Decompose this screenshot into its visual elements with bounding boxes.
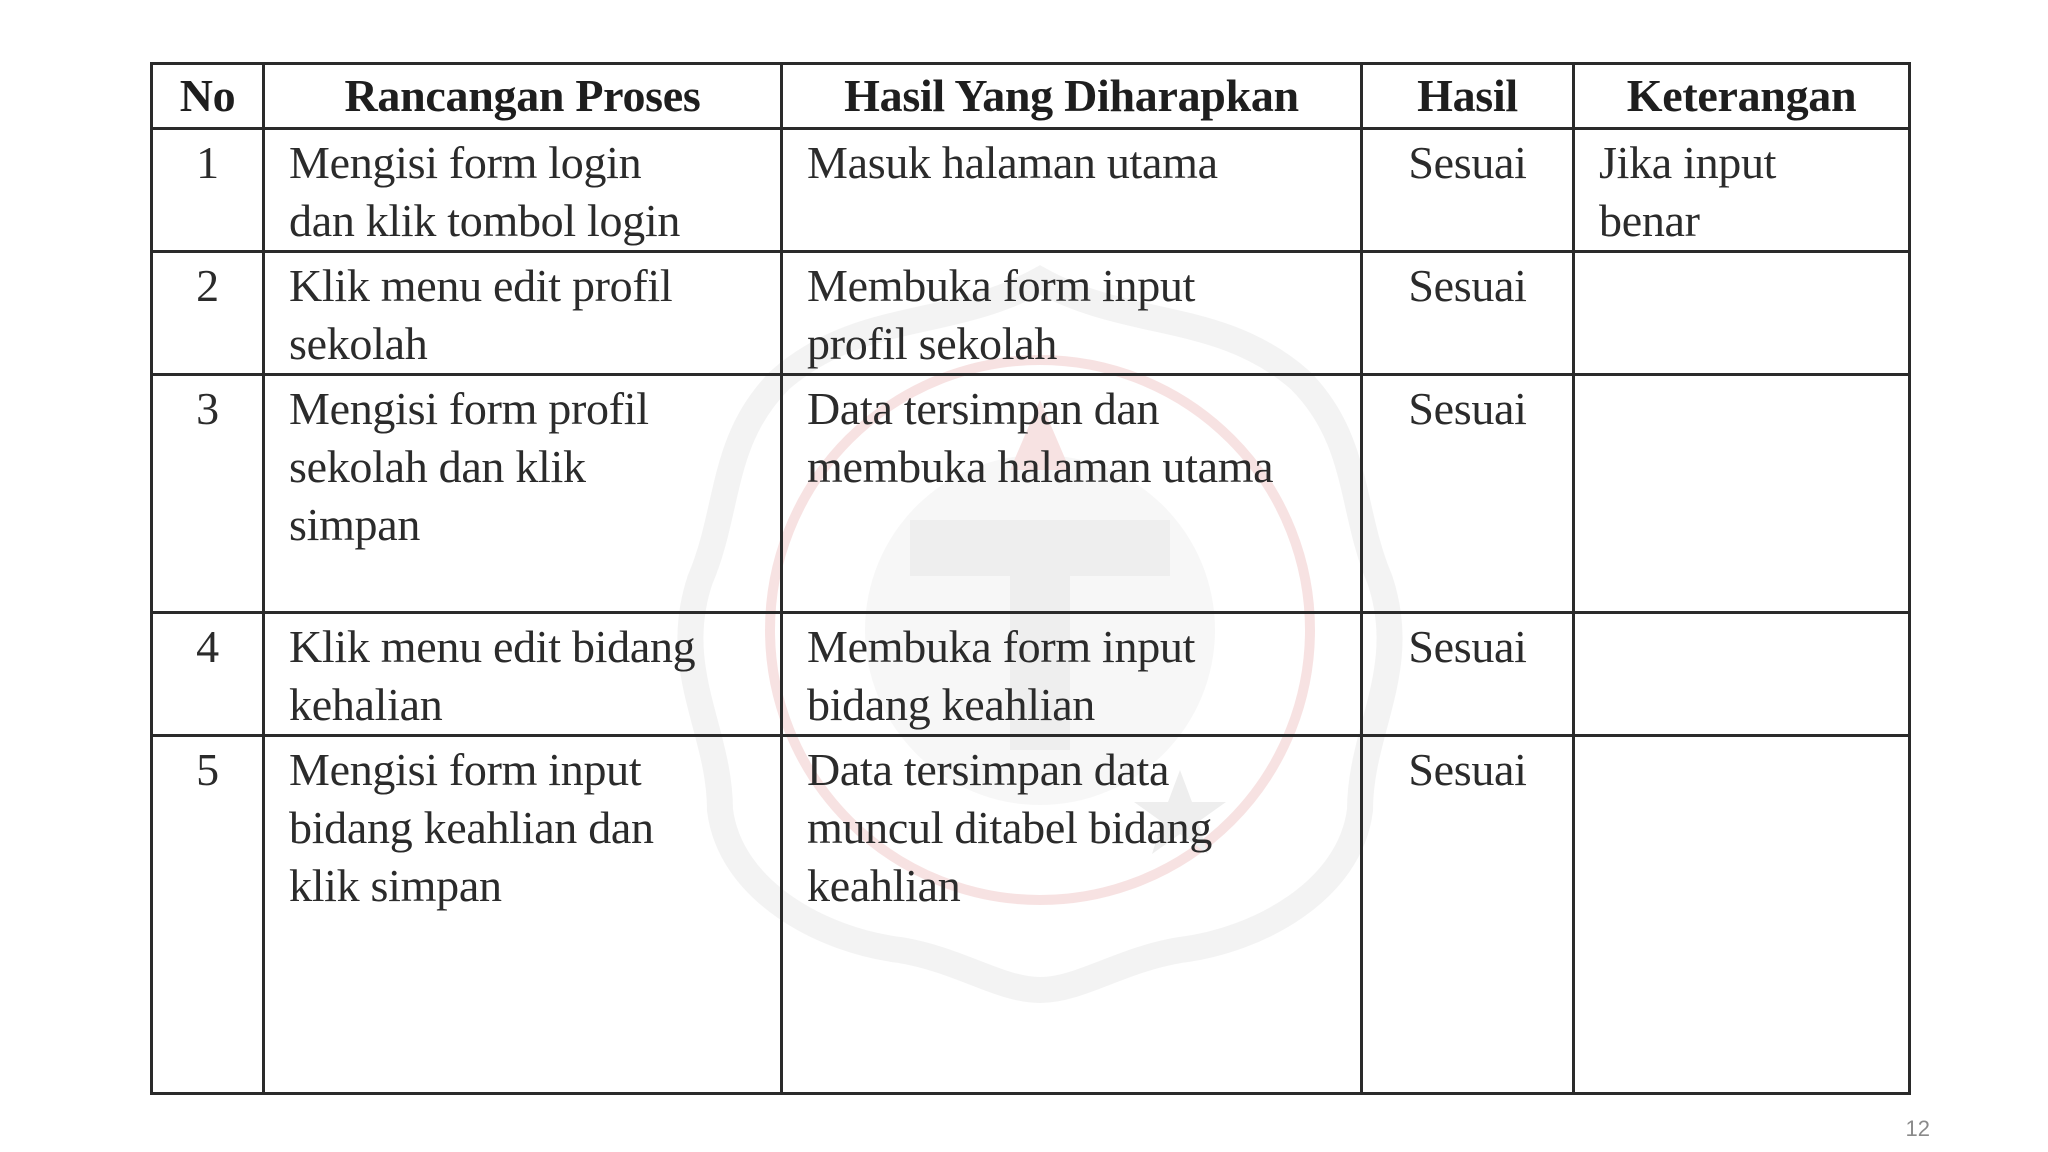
cell-proses [264,375,782,613]
cell-keterangan [1574,613,1910,736]
cell-diharapkan [782,129,1362,252]
cell-hasil [1362,736,1574,1094]
cell-text: Sesuai [1408,383,1527,434]
cell-diharapkan [782,613,1362,736]
cell-hasil [1362,252,1574,375]
cell-text: Klik menu edit bidang kehalian [289,621,696,730]
cell-text: Membuka form input profil sekolah [807,260,1196,369]
table-row [152,129,1910,252]
cell-proses [264,252,782,375]
cell-diharapkan [782,375,1362,613]
cell-keterangan [1574,736,1910,1094]
test-table-container [150,62,1908,1088]
test-results-table [150,62,1911,1095]
cell-no [152,613,264,736]
header-hasil: Hasil [1362,64,1574,129]
cell-text: Klik menu edit profil sekolah [289,260,673,369]
cell-text: 5 [196,744,219,795]
cell-text: Sesuai [1408,137,1527,188]
cell-text: Mengisi form profil sekolah dan klik simpan [289,383,649,550]
cell-diharapkan [782,736,1362,1094]
header-rancangan-proses: Rancangan Proses [264,64,782,129]
cell-diharapkan [782,252,1362,375]
cell-no [152,736,264,1094]
cell-text: Sesuai [1408,621,1527,672]
cell-text: 2 [196,260,219,311]
cell-text: Mengisi form login dan klik tombol login [289,137,681,246]
cell-text: Membuka form input bidang keahlian [807,621,1196,730]
cell-text: 4 [196,621,219,672]
table-row [152,252,1910,375]
cell-keterangan [1574,375,1910,613]
cell-text: 3 [196,383,219,434]
table-row [152,736,1910,1094]
cell-proses [264,613,782,736]
cell-text: Mengisi form input bidang keahlian dan klik simpan [289,744,654,911]
cell-text: Data tersimpan dan membuka halaman utama [807,383,1274,492]
cell-text: 1 [196,137,219,188]
header-no: No [152,64,264,129]
page-number: 12 [1905,1116,1930,1141]
cell-text: Masuk halaman utama [807,137,1218,188]
table-header-row [152,64,1910,129]
cell-hasil [1362,129,1574,252]
table-row [152,613,1910,736]
cell-hasil [1362,375,1574,613]
cell-text: Sesuai [1408,260,1527,311]
cell-text: Sesuai [1408,744,1527,795]
cell-text: Jika input benar [1599,137,1777,246]
cell-keterangan [1574,252,1910,375]
cell-no [152,252,264,375]
cell-text: Data tersimpan data muncul ditabel bidang keahlian [807,744,1213,911]
cell-no [152,129,264,252]
cell-no [152,375,264,613]
header-hasil-yang-diharapkan: Hasil Yang Diharapkan [782,64,1362,129]
cell-hasil [1362,613,1574,736]
cell-keterangan [1574,129,1910,252]
table-row [152,375,1910,613]
cell-proses [264,129,782,252]
header-keterangan: Keterangan [1574,64,1910,129]
cell-proses [264,736,782,1094]
